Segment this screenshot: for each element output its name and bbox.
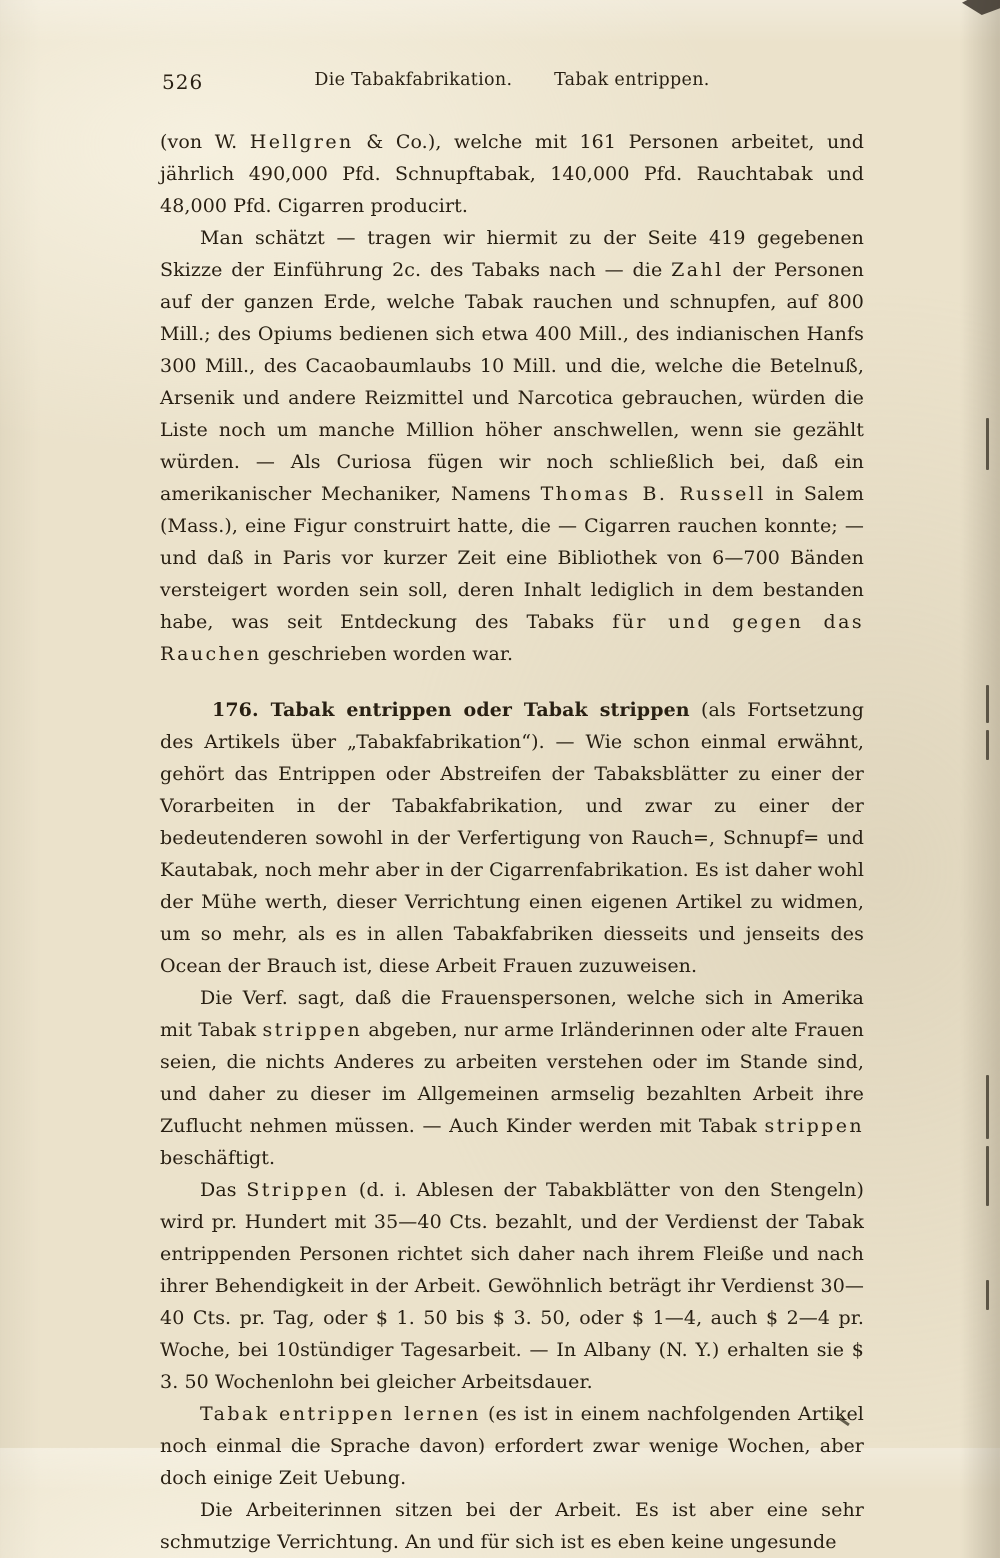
text-run: Das (200, 1179, 247, 1201)
corner-ink-mark (962, 0, 1000, 15)
spaced-text: Tabak entrippen lernen (200, 1403, 481, 1425)
running-title (160, 70, 864, 90)
spaced-text: für und gegen das Rauchen (160, 611, 864, 665)
page-edge-mark (986, 418, 989, 470)
spaced-text: Strippen (246, 1179, 350, 1201)
spaced-text: Hellgren (249, 131, 354, 153)
page-edge-mark (986, 1280, 989, 1310)
text-run: der Personen auf der ganzen Erde, welche Tabak rauchen und schnupfen, auf 800 Mill.; des Opiums bedienen sich etwa 400 Mill., des indianischen Hanfs 300 Mill., des Cacaobaumlaubs 10 Mill. und die, welche die Betelnuß, Arsenik und andere Reizmittel und Narcotica gebrauchen, würden die Liste noch um manche Million höher anschwellen, wenn sie gezählt würden. — Als Curiosa fügen wir noch schließlich bei, daß ein amerikanischer Mechaniker, Namens (160, 259, 864, 505)
text-run: abgeben, nur arme Irländerinnen oder alte Frauen seien, die nichts Anderes zu arbeiten verstehen oder im Stande sind, und daher zu dieser im Allgemeinen armselig bezahlten Arbeit ihre Zuflucht nehmen müssen. — Auch Kinder werden mit Tabak (160, 1019, 864, 1137)
section-heading: 176. Tabak entrippen oder Tabak strippen (212, 699, 690, 721)
spaced-text: Zahl (671, 259, 724, 281)
page-edge-mark (986, 1146, 989, 1206)
spaced-text: strippen (764, 1115, 864, 1137)
spaced-text: Thomas B. Russell (540, 483, 766, 505)
page-edge-mark (986, 730, 989, 760)
text-run: Die Verf. sagt, daß die Frauenspersonen, welche sich in Amerika mit Tabak (160, 987, 864, 1041)
text-run: (von W. (160, 131, 250, 153)
running-title-left: Die Tabakfabrikation. (314, 70, 513, 90)
text-run: (als Fortsetzung des Artikels über „Tabakfabrikation“). — Wie schon einmal erwähnt, gehört das Entrippen oder Abstreifen der Tabaksblätter zu einer der Vorarbeiten in der Tabakfabrikation, und zwar zu einer der bedeutenderen sowohl in der Verfertigung von Rauch=, Schnupf= und Kautabak, noch mehr aber in der Cigarrenfabrikation. Es ist daher wohl der Mühe werth, dieser Verrichtung einen eigenen Artikel zu widmen, um so mehr, als es in allen Tabakfabriken diesseits und jenseits des Ocean der Brauch ist, diese Arbeit Frauen zuzuweisen. (160, 699, 864, 977)
text-run: (es ist in einem nachfolgenden Artikel noch einmal die Sprache davon) erfordert zwar wenige Wochen, aber doch einige Zeit Uebung. (160, 1403, 864, 1489)
running-title-right: Tabak entrippen. (554, 70, 710, 90)
paragraph-wages (160, 1174, 864, 1398)
paragraph-working-conditions (160, 1494, 864, 1558)
text-block (160, 126, 864, 1558)
page-edge-mark (986, 1075, 989, 1139)
text-run: (d. i. Ablesen der Tabakblätter von den Stengeln) wird pr. Hundert mit 35—40 Cts. bezahlt, und der Verdienst der Tabak entrippenden Personen richtet sich daher nach ihrem Fleiße und nach ihrer Behendigkeit in der Arbeit. Gewöhnlich beträgt ihr Verdienst 30—40 Cts. pr. Tag, oder $ 1. 50 bis $ 3. 50, oder $ 1—4, auch $ 2—4 pr. Woche, bei 10stündiger Tagesarbeit. — In Albany (N. Y.) erhalten sie $ 3. 50 Wochenlohn bei gleicher Arbeitsdauer. (160, 1179, 864, 1393)
text-run: & Co.), welche mit 161 Personen arbeitet, und jährlich 490,000 Pfd. Schnupftabak, 140,000 Pfd. Rauchtabak und 48,000 Pfd. Cigarren producirt. (160, 131, 864, 217)
text-run: beschäftigt. (160, 1147, 276, 1169)
paragraph-section-176 (160, 694, 864, 982)
text-run: Man schätzt — tragen wir hiermit zu der Seite 419 gegebenen Skizze der Einführung 2c. des Tabaks nach — die (160, 227, 864, 281)
spaced-text: strippen (262, 1019, 363, 1041)
page-number: 526 (162, 70, 204, 94)
paragraph-learning (160, 1398, 864, 1494)
page-edge-mark (986, 685, 989, 723)
paragraph-estimates (160, 222, 864, 670)
text-run: in Salem (Mass.), eine Figur construirt hatte, die — Cigarren rauchen konnte; — und daß in Paris vor kurzer Zeit eine Bibliothek von 6—700 Bänden versteigert worden sein soll, deren Inhalt lediglich in dem bestanden habe, was seit Entdeckung des Tabaks (160, 483, 865, 633)
paragraph-continuation (160, 126, 864, 222)
page-header (160, 70, 864, 94)
paragraph-women-workers (160, 982, 864, 1174)
text-run: Die Arbeiterinnen sitzen bei der Arbeit. Es ist aber eine sehr schmutzige Verrichtung. An und für sich ist es eben keine ungesunde (160, 1499, 864, 1553)
text-run: geschrieben worden war. (261, 643, 514, 665)
